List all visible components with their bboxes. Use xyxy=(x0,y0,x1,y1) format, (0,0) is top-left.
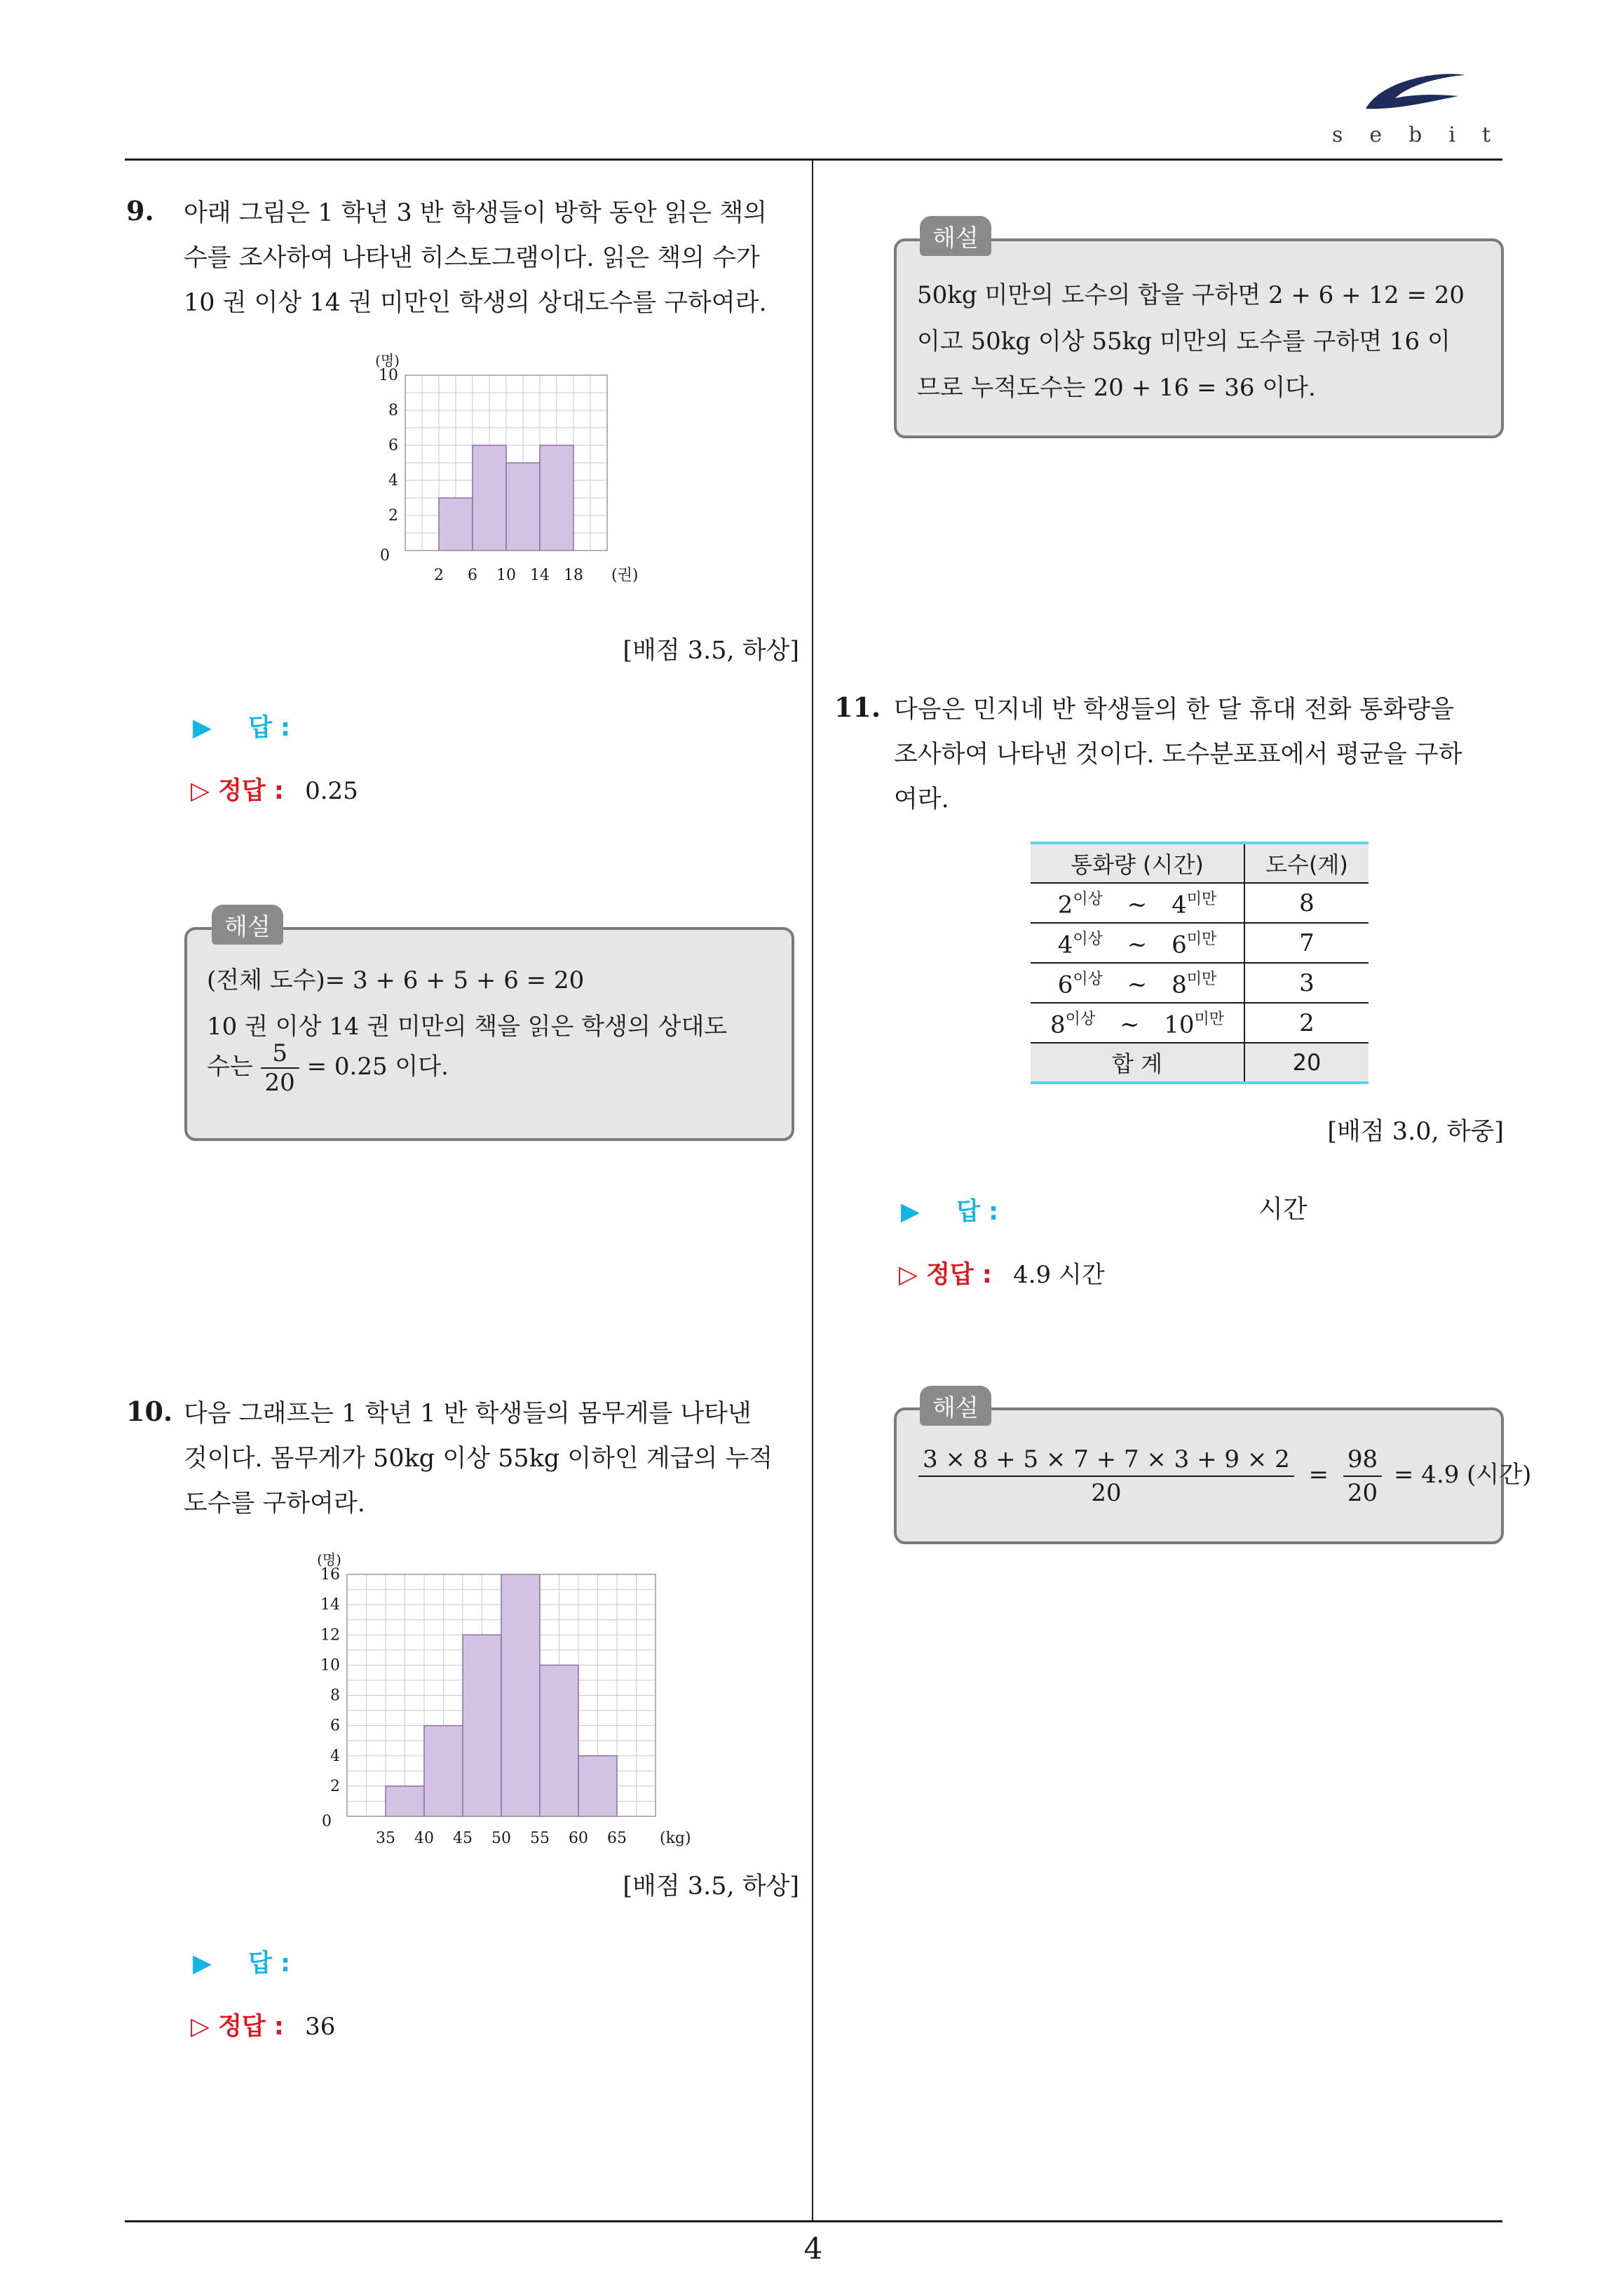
table-row xyxy=(1031,883,1369,923)
x-tick-label: 50 xyxy=(491,1830,511,1847)
q9-text xyxy=(184,191,801,325)
origin-label: 0 xyxy=(380,547,390,565)
q10-answer-label: 답 : xyxy=(248,1950,291,1978)
q11-line: 조사하여 나타낸 것이다. 도수분포표에서 평균을 구하 xyxy=(894,741,1462,769)
table-header-row xyxy=(1031,843,1369,883)
x-tick-label: 60 xyxy=(569,1830,588,1847)
q9-explanation-line: (전체 도수)= 3 + 6 + 5 + 6 = 20 xyxy=(207,966,585,994)
class-interval xyxy=(1031,1003,1244,1043)
y-tick-label: 10 xyxy=(379,367,398,384)
y-tick-label: 2 xyxy=(330,1777,340,1795)
logo-text: sebit xyxy=(1332,123,1518,147)
sup-label: 이상 xyxy=(1065,1010,1096,1028)
q11-answer-label: 답 : xyxy=(956,1198,999,1226)
table-row xyxy=(1031,963,1369,1003)
q11-explanation-formula xyxy=(918,1443,1531,1509)
q10-correct-row xyxy=(191,2007,335,2042)
q11-explanation-tab: 해설 xyxy=(920,1386,991,1426)
page-number: 4 xyxy=(803,2231,823,2266)
outline-triangle-icon: ▷ xyxy=(191,2013,210,2041)
origin-label: 0 xyxy=(322,1813,332,1830)
q9-number: 9. xyxy=(126,195,154,227)
q11-line: 여라. xyxy=(894,785,949,813)
frequency-cell: 2 xyxy=(1299,1008,1315,1037)
y-axis-label: (명) xyxy=(375,352,400,369)
class-interval xyxy=(1031,923,1244,963)
x-tick-label: 35 xyxy=(376,1830,395,1847)
sup-label: 미만 xyxy=(1186,930,1217,948)
table-row xyxy=(1031,923,1369,963)
histogram-bar xyxy=(463,1635,501,1816)
q10-explanation-tab: 해설 xyxy=(920,216,991,256)
q11-score: [배점 3.0, 하중] xyxy=(1327,1118,1504,1146)
sup-label: 미만 xyxy=(1186,970,1217,988)
y-tick-label: 8 xyxy=(388,402,398,419)
total-label: 합 계 xyxy=(1031,1043,1244,1083)
outline-triangle-icon: ▷ xyxy=(191,777,210,805)
y-tick-label: 4 xyxy=(388,472,398,489)
q11-frequency-table xyxy=(1031,842,1369,1084)
q10-explanation-line: 므로 누적도수는 20 + 16 = 36 이다. xyxy=(917,374,1316,402)
fraction-numerator: 5 xyxy=(261,1039,299,1069)
q9-explain-text: 수는 xyxy=(207,1053,253,1081)
interval-high: 8 xyxy=(1172,971,1187,999)
frequency-cell: 3 xyxy=(1299,968,1315,997)
q11-correct-label: 정답 : xyxy=(926,1261,992,1289)
q10-number: 10. xyxy=(126,1396,173,1427)
q9-line: 10 권 이상 14 권 미만인 학생의 상대도수를 구하여라. xyxy=(184,289,767,317)
histogram-bar xyxy=(506,463,540,551)
fraction-denominator: 20 xyxy=(264,1069,295,1097)
table-total-row xyxy=(1031,1043,1369,1083)
q11-answer-unit: 시간 xyxy=(1258,1195,1308,1224)
column-divider xyxy=(812,160,813,2222)
q11-correct-row xyxy=(899,1255,1105,1290)
q9-explain-text: = 0.25 이다. xyxy=(306,1053,449,1081)
x-tick-label: 40 xyxy=(414,1830,434,1847)
histogram-bar xyxy=(540,1665,578,1816)
footer-rule xyxy=(125,2220,1502,2222)
interval-low: 2 xyxy=(1057,891,1073,919)
histogram-bar xyxy=(386,1786,424,1816)
y-tick-label: 16 xyxy=(320,1566,340,1583)
q10-explanation-line: 이고 50kg 이상 55kg 미만의 도수를 구하면 16 이 xyxy=(917,327,1451,356)
sebit-logo-icon xyxy=(1360,67,1479,123)
q10-text xyxy=(184,1391,801,1526)
frequency-cell: 8 xyxy=(1299,889,1315,917)
tilde: ~ xyxy=(1119,1011,1140,1039)
total-value: 20 xyxy=(1292,1049,1322,1076)
q10-correct-value: 36 xyxy=(305,2013,336,2041)
fraction-numerator: 3 × 8 + 5 × 7 + 7 × 3 + 9 × 2 xyxy=(918,1443,1294,1477)
fraction-numerator: 98 xyxy=(1343,1443,1382,1477)
tilde: ~ xyxy=(1127,971,1148,999)
q9-explanation-line xyxy=(207,1039,449,1097)
q10-line: 다음 그래프는 1 학년 1 반 학생들의 몸무게를 나타낸 xyxy=(184,1400,752,1428)
q9-correct-label: 정답 : xyxy=(218,777,284,805)
interval-high: 6 xyxy=(1172,931,1187,959)
q9-line: 수를 조사하여 나타낸 히스토그램이다. 읽은 책의 수가 xyxy=(184,244,760,272)
q11-answer-row xyxy=(901,1192,998,1227)
y-tick-label: 6 xyxy=(330,1717,340,1735)
histogram-bar xyxy=(424,1726,463,1816)
q9-fraction xyxy=(261,1039,299,1097)
x-tick-label: 10 xyxy=(496,567,516,584)
q11-line: 다음은 민지네 반 학생들의 한 달 휴대 전화 통화량을 xyxy=(894,696,1455,724)
table-header: 도수(계) xyxy=(1265,851,1348,878)
q10-explanation-line: 50kg 미만의 도수의 합을 구하면 2 + 6 + 12 = 20 xyxy=(917,281,1465,309)
play-icon: ▶ xyxy=(193,714,212,742)
tilde: ~ xyxy=(1127,891,1148,919)
sup-label: 미만 xyxy=(1186,890,1217,908)
equals-sign: = xyxy=(1308,1461,1329,1489)
histogram-bar xyxy=(439,498,473,551)
y-tick-label: 12 xyxy=(320,1626,340,1645)
sup-label: 이상 xyxy=(1073,930,1103,948)
q9-explanation-line: 10 권 이상 14 권 미만의 책을 읽은 학생의 상대도 xyxy=(207,1013,728,1041)
q9-correct-value: 0.25 xyxy=(305,777,358,805)
histogram-bar xyxy=(473,445,506,551)
q9-histogram xyxy=(351,351,639,596)
y-tick-label: 6 xyxy=(388,437,398,454)
interval-low: 4 xyxy=(1057,931,1073,959)
x-tick-label: 18 xyxy=(564,567,583,584)
x-tick-label: 6 xyxy=(468,567,477,584)
sup-label: 이상 xyxy=(1073,970,1103,988)
x-tick-label: 45 xyxy=(453,1830,473,1847)
x-axis-label: (권) xyxy=(611,567,639,584)
sup-label: 이상 xyxy=(1073,890,1103,908)
outline-triangle-icon: ▷ xyxy=(899,1261,918,1289)
play-icon: ▶ xyxy=(901,1198,920,1226)
header-rule xyxy=(125,158,1502,161)
x-tick-label: 55 xyxy=(530,1830,550,1847)
x-tick-label: 65 xyxy=(607,1830,627,1847)
q11-main-fraction xyxy=(918,1443,1294,1509)
q10-histogram xyxy=(308,1550,691,1847)
q10-line: 도수를 구하여라. xyxy=(184,1490,365,1518)
q9-correct-row xyxy=(191,771,358,806)
y-tick-label: 4 xyxy=(330,1747,340,1765)
sup-label: 미만 xyxy=(1194,1010,1225,1028)
q11-correct-value: 4.9 시간 xyxy=(1013,1261,1105,1289)
x-tick-label: 2 xyxy=(434,567,444,584)
class-interval xyxy=(1031,883,1244,923)
play-icon: ▶ xyxy=(193,1950,212,1978)
q10-answer-row xyxy=(193,1944,290,1979)
q9-line: 아래 그림은 1 학년 3 반 학생들이 방학 동안 읽은 책의 xyxy=(184,199,767,227)
q11-number: 11. xyxy=(834,691,881,723)
interval-high: 10 xyxy=(1164,1011,1195,1039)
fraction-denominator: 20 xyxy=(1091,1479,1122,1507)
q10-score: [배점 3.5, 하상] xyxy=(623,1872,799,1900)
frequency-cell: 7 xyxy=(1299,928,1315,957)
x-axis-label: (kg) xyxy=(660,1830,691,1847)
class-interval xyxy=(1031,963,1244,1003)
interval-low: 8 xyxy=(1050,1011,1066,1039)
histogram-bar xyxy=(501,1574,540,1816)
q9-explanation-tab: 해설 xyxy=(212,905,283,945)
histogram-bar xyxy=(578,1756,617,1816)
interval-high: 4 xyxy=(1172,891,1187,919)
tilde: ~ xyxy=(1127,931,1148,959)
q11-simplified-fraction xyxy=(1343,1443,1382,1509)
y-tick-label: 2 xyxy=(388,507,398,525)
q11-text xyxy=(894,687,1511,822)
fraction-denominator: 20 xyxy=(1347,1479,1378,1507)
table-header: 통화량 (시간) xyxy=(1031,843,1244,883)
q9-answer-label: 답 : xyxy=(248,714,291,742)
x-tick-label: 14 xyxy=(530,567,550,584)
q9-score: [배점 3.5, 하상] xyxy=(623,637,799,665)
q10-correct-label: 정답 : xyxy=(218,2013,284,2041)
y-axis-label: (명) xyxy=(317,1551,341,1568)
q9-answer-row xyxy=(193,708,290,743)
interval-low: 6 xyxy=(1057,971,1073,999)
table-row xyxy=(1031,1003,1369,1043)
histogram-bar xyxy=(540,445,573,551)
y-tick-label: 14 xyxy=(320,1596,340,1614)
y-tick-label: 10 xyxy=(320,1656,340,1675)
result-text: = 4.9 (시간) xyxy=(1393,1461,1532,1489)
y-tick-label: 8 xyxy=(330,1687,340,1705)
q10-line: 것이다. 몸무게가 50kg 이상 55kg 이하인 계급의 누적 xyxy=(184,1445,773,1473)
